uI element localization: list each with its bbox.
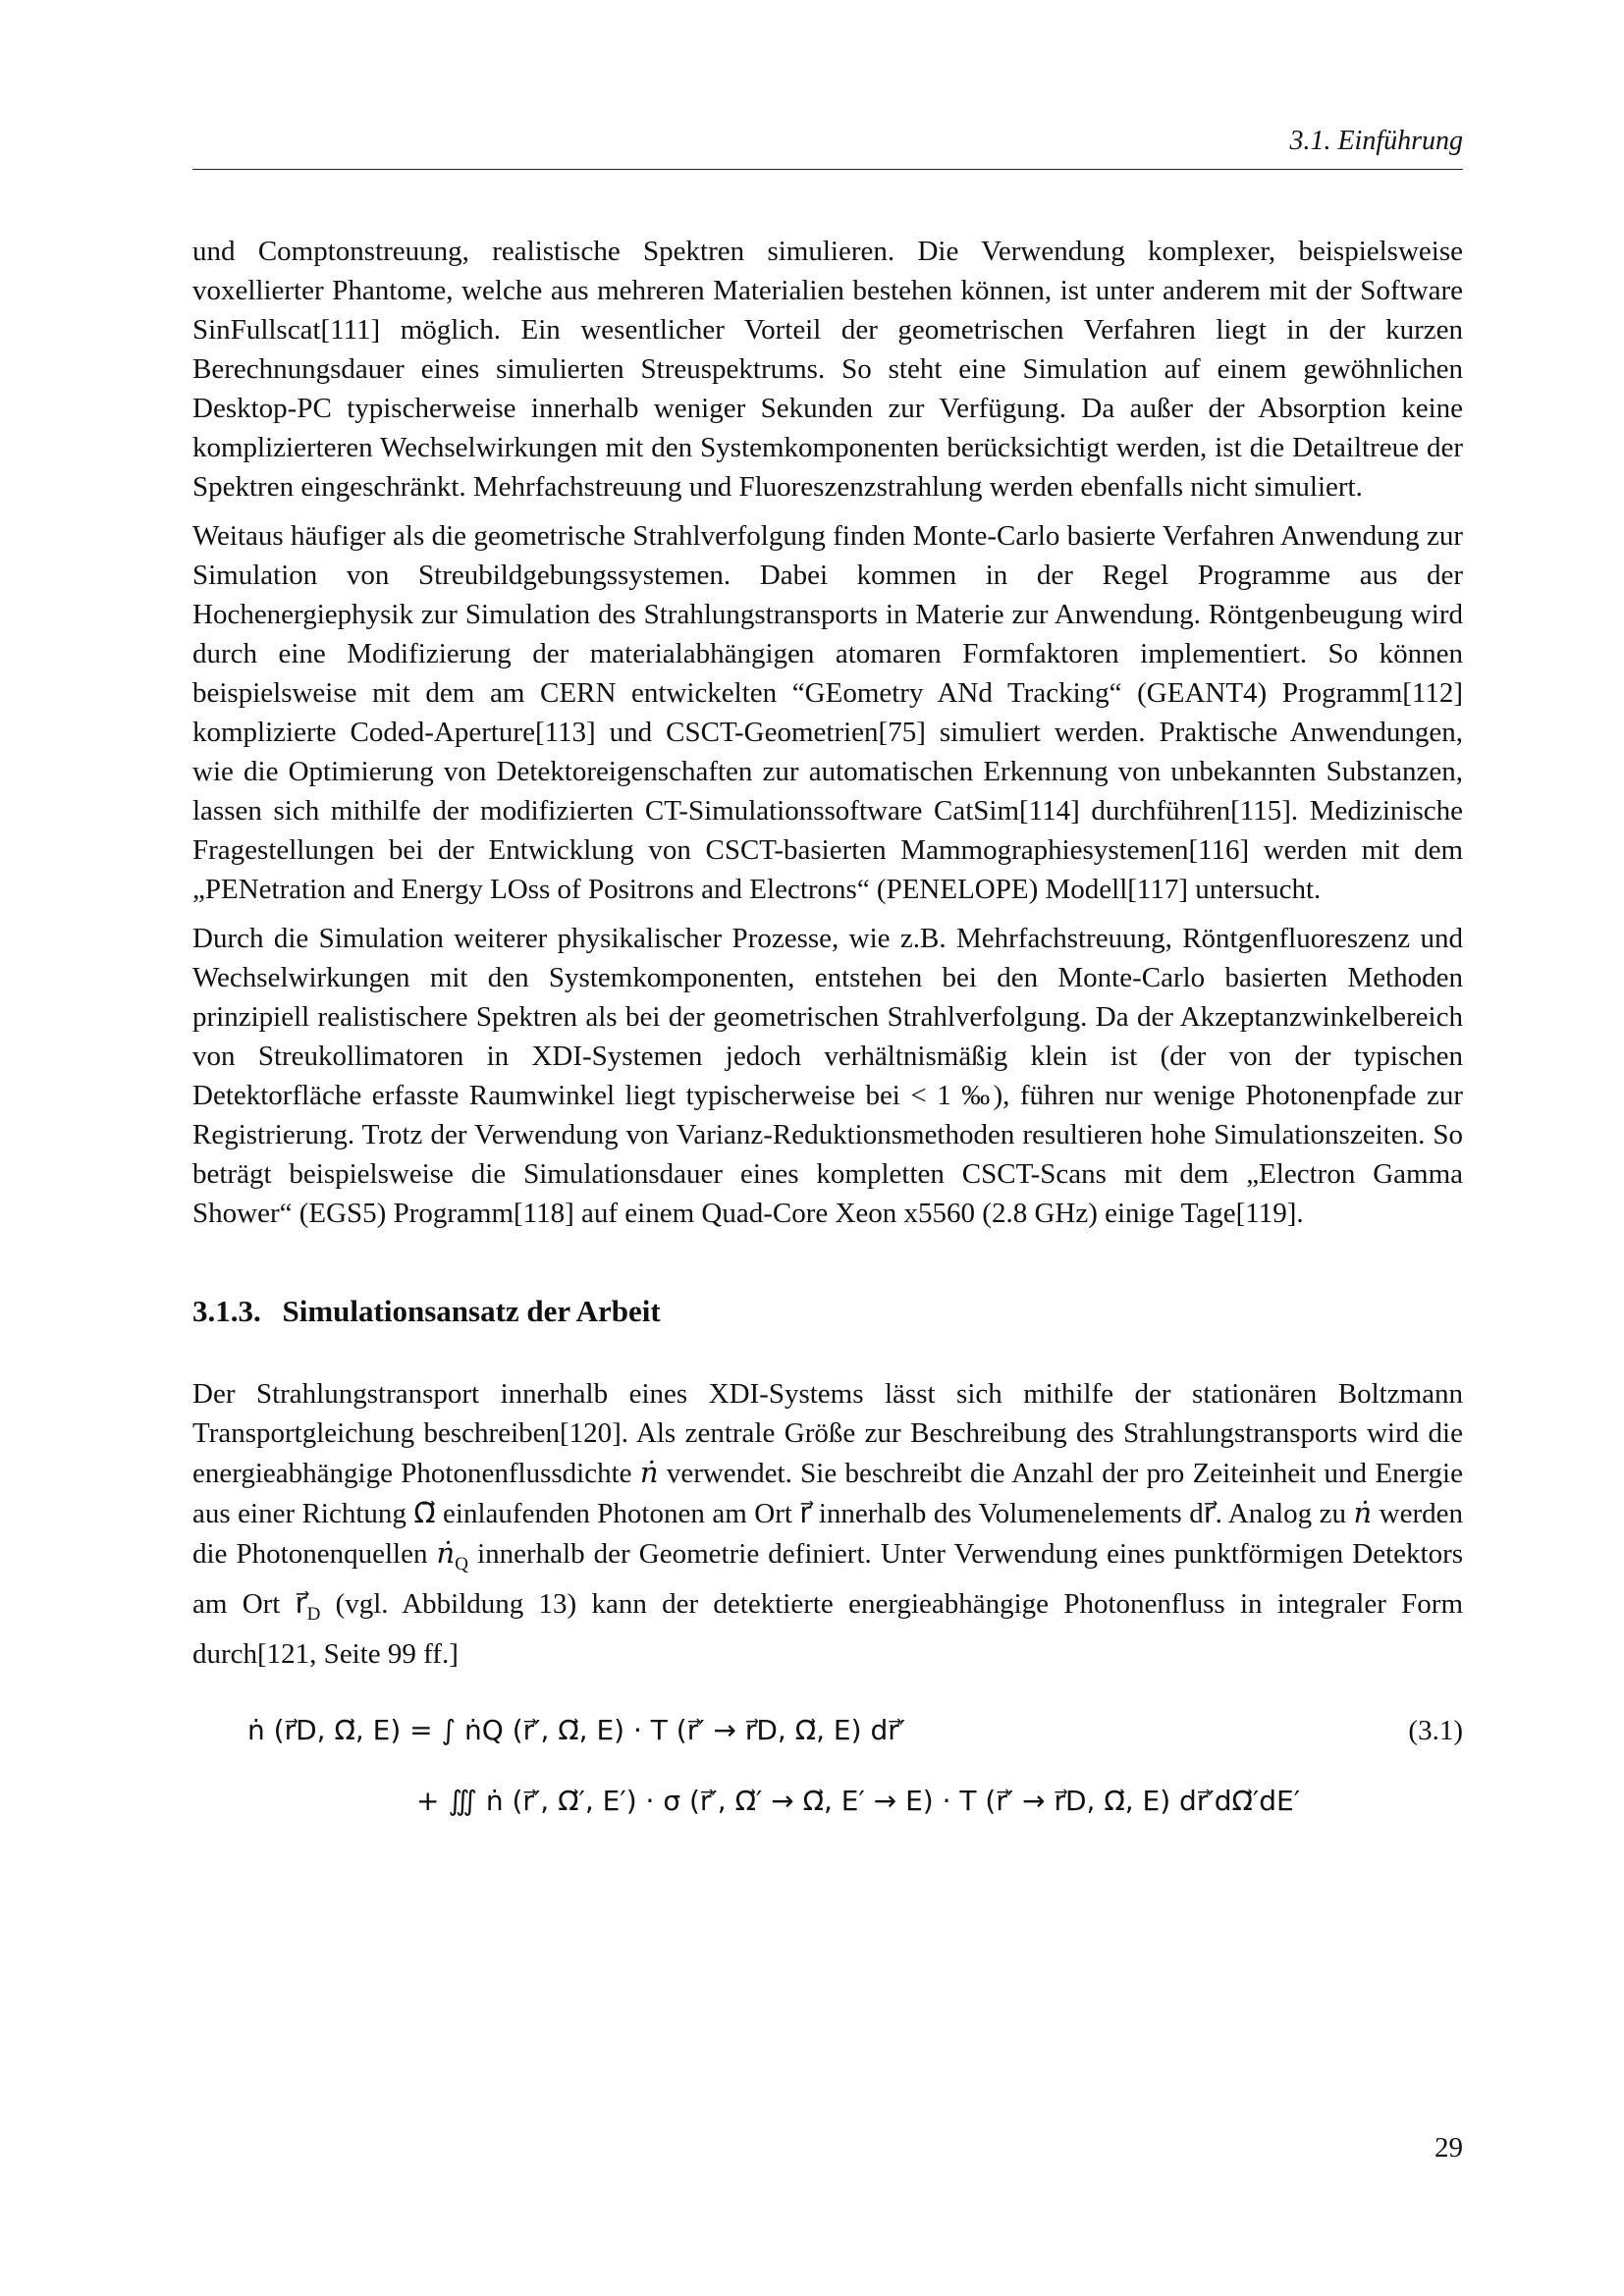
section-paragraph [192, 1374, 1463, 1674]
symbol-omega: Ω⃗ [413, 1498, 436, 1529]
symbol-r: r⃗ [1203, 1498, 1216, 1529]
text-run: innerhalb des Volumenelements d [811, 1498, 1204, 1529]
paragraph-2: Weitaus häufiger als die geometrische Strahlverfolgung finden Monte-Carlo basierte Verfahren Anwendung zur Simulation von Streubildgebungssystemen. Dabei kommen in der Regel Programme aus der Hochenergiephysik zur Simulation des Strahlungstransports in Materie zur Anwendung. Röntgenbeugung wird durch eine Modifizierung der materialabhängigen atomaren Formfaktoren implementiert. So können beispielsweise mit dem am CERN entwickelten “GEometry ANd Tracking“ (GEANT4) Programm[112] komplizierte Coded-Aperture[113] und CSCT-Geometrien[75] simuliert werden. Praktische Anwendungen, wie die Optimierung von Detektoreigenschaften zur automatischen Erkennung von unbekannten Substanzen, lassen sich mithilfe der modifizierten CT-Simulationssoftware CatSim[114] durchführen[115]. Medizinische Fragestellungen bei der Entwicklung von CSCT-basierten Mammographiesystemen[116] werden mit dem „PENetration and Energy LOss of Positrons and Electrons“ (PENELOPE) Modell[117] untersucht. [192, 520, 1463, 905]
symbol-n: ṅ [639, 1456, 659, 1489]
section-number: 3.1.3. [192, 1294, 261, 1328]
header-rule [192, 169, 1463, 170]
text-run: verwendet. Sie beschreibt die Anzahl der pro Zeiteinheit und Energie aus einer Richtung [192, 1458, 1463, 1529]
subscript-d: D [306, 1603, 321, 1625]
equation-line-2: + ∭ ṅ (r⃗′, Ω⃗′, E′) · σ (r⃗′, Ω⃗′ → Ω⃗, E′ → E) · T (r⃗′ → r⃗D, Ω⃗, E) dr⃗′dΩ⃗′dE′ [416, 1784, 1301, 1817]
symbol-r: r⃗ [799, 1498, 812, 1529]
text-run: . Analog zu [1215, 1498, 1354, 1529]
text-run: (vgl. Abbildung 13) kann der detektierte energieabhängige Photonenfluss in integraler Form durch[121, Seite 99 ff.] [192, 1587, 1463, 1670]
symbol-rd: r⃗ [295, 1587, 307, 1620]
subscript-q: Q [455, 1553, 468, 1575]
text-run: innerhalb der Geometrie definiert. Unter Verwendung eines punktförmigen Detektors am Ort [192, 1538, 1464, 1620]
text-run: werden die Photonenquellen [192, 1498, 1463, 1570]
section-heading [192, 1292, 1463, 1331]
symbol-n: ṅ [1353, 1496, 1373, 1529]
text-run: einlaufenden Photonen am Ort [435, 1498, 800, 1529]
page-number: 29 [1435, 2132, 1463, 2163]
paragraph-3: Durch die Simulation weiterer physikalischer Prozesse, wie z.B. Mehrfachstreuung, Röntgenfluoreszenz und Wechselwirkungen mit den Systemkomponenten, entstehen bei den Monte-Carlo basierten Methoden prinzipiell realistischere Spektren als bei der geometrischen Strahlverfolgung. Da der Akzeptanzwinkelbereich von Streukollimatoren in XDI-Systemen jedoch verhältnismäßig klein ist (der von der typischen Detektorfläche erfasste Raumwinkel liegt typischerweise bei < 1 ‰), führen nur wenige Photonenpfade zur Registrierung. Trotz der Verwendung von Varianz-Reduktionsmethoden resultieren hohe Simulationszeiten. So beträgt beispielsweise die Simulationsdauer eines kompletten CSCT-Scans mit dem „Electron Gamma Shower“ (EGS5) Programm[118] auf einem Quad-Core Xeon x5560 (2.8 GHz) einige Tage[119]. [192, 923, 1463, 1229]
symbol-nq: ṅ [436, 1536, 456, 1570]
text-run: Der Strahlungstransport innerhalb eines XDI-Systems lässt sich mithilfe der stationären Boltzmann Transportgleichung beschreiben[120]. Als zentrale Größe zur Beschreibung des Strahlungstransports wird die energieabhängige Photonenflussdichte [192, 1378, 1463, 1489]
equation-3-1 [192, 1711, 1463, 1848]
body-text [192, 232, 1463, 1848]
equation-number: (3.1) [1408, 1714, 1463, 1746]
paragraph-1: und Comptonstreuung, realistische Spektren simulieren. Die Verwendung komplexer, beispielsweise voxellierter Phantome, welche aus mehreren Materialien bestehen können, ist unter anderem mit der Software SinFullscat[111] möglich. Ein wesentlicher Vorteil der geometrischen Verfahren liegt in der kurzen Berechnungsdauer eines simulierten Streuspektrums. So steht eine Simulation auf einem gewöhnlichen Desktop-PC typischerweise innerhalb weniger Sekunden zur Verfügung. Da außer der Absorption keine komplizierteren Wechselwirkungen mit den Systemkomponenten berücksichtigt werden, ist die Detailtreue der Spektren eingeschränkt. Mehrfachstreuung und Fluoreszenzstrahlung werden ebenfalls nicht simuliert. [192, 236, 1463, 503]
section-title: Simulationsansatz der Arbeit [282, 1294, 661, 1328]
equation-line-1: ṅ (r⃗D, Ω⃗, E) = ∫ ṅQ (r⃗′, Ω⃗, E) · T (r⃗′ → r⃗D, Ω⃗, E) dr⃗′ [247, 1713, 906, 1746]
running-header: 3.1. Einführung [1289, 126, 1463, 156]
